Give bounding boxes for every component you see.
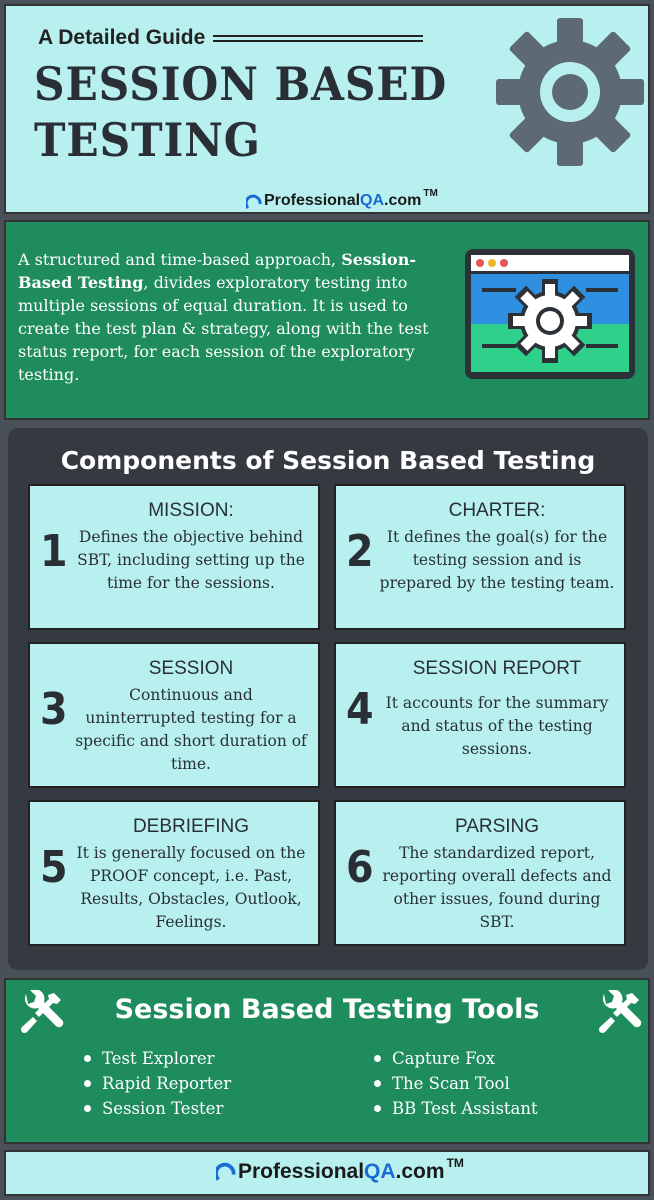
- page-title: [34, 56, 447, 168]
- component-card-2: [334, 484, 626, 630]
- component-card-5: [28, 800, 320, 946]
- wrench-screwdriver-icon: [596, 990, 642, 1036]
- component-number: 4: [346, 684, 374, 735]
- list-item: BB Test Assistant: [372, 1096, 538, 1121]
- list-item: Rapid Reporter: [82, 1071, 231, 1096]
- list-item: Session Tester: [82, 1096, 231, 1121]
- tools-title: Session Based Testing Tools: [114, 994, 540, 1025]
- component-card-3: [28, 642, 320, 788]
- gear-icon: [490, 12, 650, 172]
- component-description: It defines the goal(s) for the testing session and is prepared by the testing team.: [379, 528, 615, 592]
- intro-text: A structured and time-based approach, Session-Based Testing, divides exploratory testing into multiple sessions of equal duration. It is used to create the test plan & strategy, along with the test status report, for each session of the exploratory testing.: [18, 250, 429, 384]
- component-card-4: [334, 642, 626, 788]
- brand-logo: [246, 188, 438, 210]
- brand-logo-icon: [216, 1162, 236, 1182]
- component-description: Defines the objective behind SBT, including setting up the time for the sessions.: [77, 528, 305, 592]
- footer-section: [4, 1150, 650, 1196]
- component-description: It is generally focused on the PROOF concept, i.e. Past, Results, Obstacles, Outlook, Feelings.: [76, 844, 306, 931]
- tools-list-right: [372, 1046, 538, 1121]
- component-card-6: [334, 800, 626, 946]
- intro-section: [4, 220, 650, 420]
- brand-trademark: TM: [423, 188, 438, 199]
- subtitle: A Detailed Guide: [38, 26, 206, 49]
- brand-name: ProfessionalQA.com: [264, 192, 422, 209]
- component-card-1: [28, 484, 320, 630]
- component-description: The standardized report, reporting overall defects and other issues, found during SBT.: [382, 844, 612, 931]
- component-description: It accounts for the summary and status of the testing sessions.: [385, 694, 609, 758]
- component-title: CHARTER:: [448, 500, 546, 521]
- component-number: 3: [40, 684, 68, 735]
- component-number: 2: [346, 526, 374, 577]
- list-item: Test Explorer: [82, 1046, 231, 1071]
- tools-list-left: [82, 1046, 231, 1121]
- list-item: The Scan Tool: [372, 1071, 538, 1096]
- component-title: SESSION REPORT: [412, 658, 582, 679]
- browser-settings-icon: [462, 246, 638, 382]
- list-item: Capture Fox: [372, 1046, 538, 1071]
- brand-logo-icon: [246, 194, 262, 210]
- title-line-2: TESTING: [34, 113, 261, 167]
- component-title: PARSING: [454, 816, 540, 837]
- brand-name: ProfessionalQA.com: [238, 1160, 445, 1183]
- footer-brand-logo: [216, 1156, 464, 1184]
- component-number: 6: [346, 842, 374, 893]
- subtitle-divider: [213, 35, 423, 42]
- tools-section: [4, 978, 650, 1144]
- component-title: SESSION: [148, 658, 234, 679]
- component-title: MISSION:: [148, 500, 234, 521]
- header-section: [4, 4, 650, 214]
- component-description: Continuous and uninterrupted testing for a specific and short duration of time.: [75, 686, 307, 773]
- component-title: DEBRIEFING: [132, 816, 250, 837]
- components-title: Components of Session Based Testing: [60, 446, 596, 475]
- components-section: [8, 428, 648, 970]
- component-number: 1: [40, 526, 68, 577]
- brand-trademark: TM: [446, 1156, 464, 1170]
- subtitle-row: [38, 26, 423, 50]
- component-number: 5: [40, 842, 68, 893]
- title-line-1: SESSION BASED: [34, 57, 448, 111]
